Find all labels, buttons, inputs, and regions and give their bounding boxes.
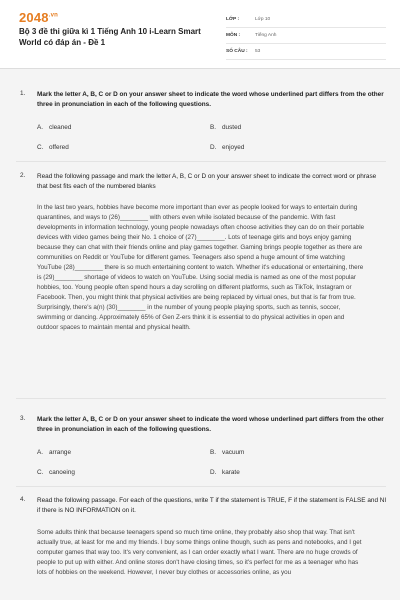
site-logo[interactable] — [19, 10, 58, 25]
document-title: Bộ 3 đề thi giữa kì 1 Tiếng Anh 10 i-Learn Smart World có đáp án - Đề 1 — [19, 27, 201, 47]
option-b[interactable] — [210, 124, 241, 131]
meta-key: LỚP : — [226, 17, 240, 22]
question-text: Read the following passage and mark the letter A, B, C or D on your answer sheet to indicate the correct word or phrase that best fits each of the numbered blanks — [37, 173, 377, 190]
question-number: 1. — [20, 90, 26, 97]
question-text: Read the following passage. For each of the questions, write T if the statement is TRUE, F if the statement is FALSE and NI if there is NO INFORMATION on it. — [37, 497, 387, 514]
meta-value: 53 — [255, 49, 261, 54]
header-divider — [0, 68, 400, 69]
option-text: enjoyed — [222, 144, 245, 151]
option-text: arrange — [49, 449, 72, 456]
question-1 — [20, 90, 388, 170]
option-text: dusted — [222, 124, 242, 131]
option-a[interactable] — [37, 124, 71, 131]
option-letter: D. — [210, 469, 217, 476]
reading-passage: In the last two years, hobbies have become more important than ever as people looked for ways to entertain during quarantines, and ways to (26)________ with others even while isolated because of the pandemic. With fast developments in information technology, young people nowadays often choose activities they can do on their portable devices with video games being their No. 1 choice of (27)________. Lots of teenage girls and boys enjoy gaming because they can chat with their friends online and play games together. Gaming brings people together as there are communities on Reddit or YouTube for different games. Teenagers also spend a huge amount of time watching YouTube (28)________ there is so much entertaining content to watch. Whether it's educational or entertaining, there is (29)________ shortage of videos to watch on YouTube. Using social media is named as one of the most popular hobbies, too. Young people often spend hours a day scrolling on different platforms, such as TikTok, Instagram or Facebook. Then, you might think that physical activities are being replaced by virtual ones, but that is far from true. Surprisingly, there's a(n) (30)________ in the number of young people playing sports, such as tennis, soccer, swimming or dancing. Approximately 65% of Gen Z-ers think it is essential to do physical activities in open and outdoor spaces to maintain mental and physical health. — [37, 204, 365, 331]
question-3 — [20, 415, 388, 495]
option-letter: B. — [210, 124, 217, 131]
meta-key: SỐ CÂU : — [226, 49, 248, 54]
logo-suffix: .vn — [48, 12, 59, 19]
option-text: canoeing — [49, 469, 75, 476]
option-letter: C. — [37, 144, 44, 151]
question-text: Mark the letter A, B, C or D on your answer sheet to indicate the word whose underlined part differs from the other three in pronunciation in each of the following questions. — [37, 91, 384, 108]
header — [0, 0, 400, 68]
option-text: cleaned — [49, 124, 72, 131]
meta-key: MÔN : — [226, 33, 241, 38]
reading-passage: Some adults think that because teenagers spend so much time online, they probably also shop that way. That isn't actually true, at least for me and my friends. I buy some things online though, such as pens and notebooks, and I get computer games that way too. It's very convenient, as I can order exactly what I want. There are no huge crowds of people to put up with either. And online stores don't have closing times, so it's perfect for me as a teenager who has lots of hobbies on the weekend. However, I never buy clothes or accessories online, as you — [37, 529, 362, 576]
question-number: 2. — [20, 172, 26, 179]
question-divider — [16, 398, 386, 399]
meta-row-class — [226, 12, 386, 28]
option-text: offered — [49, 144, 69, 151]
option-text: karate — [222, 469, 240, 476]
option-a[interactable] — [37, 449, 71, 456]
meta-row-subject — [226, 28, 386, 44]
question-divider — [16, 486, 386, 487]
meta-table — [226, 12, 386, 60]
option-d[interactable] — [210, 144, 244, 151]
option-c[interactable] — [37, 469, 75, 476]
option-letter: A. — [37, 124, 44, 131]
option-d[interactable] — [210, 469, 240, 476]
meta-value: Tiếng Anh — [255, 33, 277, 38]
option-b[interactable] — [210, 449, 244, 456]
question-4 — [20, 496, 388, 526]
option-c[interactable] — [37, 144, 69, 151]
option-letter: A. — [37, 449, 44, 456]
question-number: 3. — [20, 415, 26, 422]
meta-value: Lớp 10 — [255, 17, 271, 22]
question-divider — [16, 161, 386, 162]
logo-text: 2048 — [19, 10, 49, 25]
option-letter: B. — [210, 449, 217, 456]
option-letter: C. — [37, 469, 44, 476]
question-text: Mark the letter A, B, C or D on your answer sheet to indicate the word whose underlined part differs from the other three in pronunciation in each of the following questions. — [37, 416, 384, 433]
option-letter: D. — [210, 144, 217, 151]
option-text: vacuum — [222, 449, 245, 456]
question-number: 4. — [20, 496, 26, 503]
meta-row-count — [226, 44, 386, 60]
